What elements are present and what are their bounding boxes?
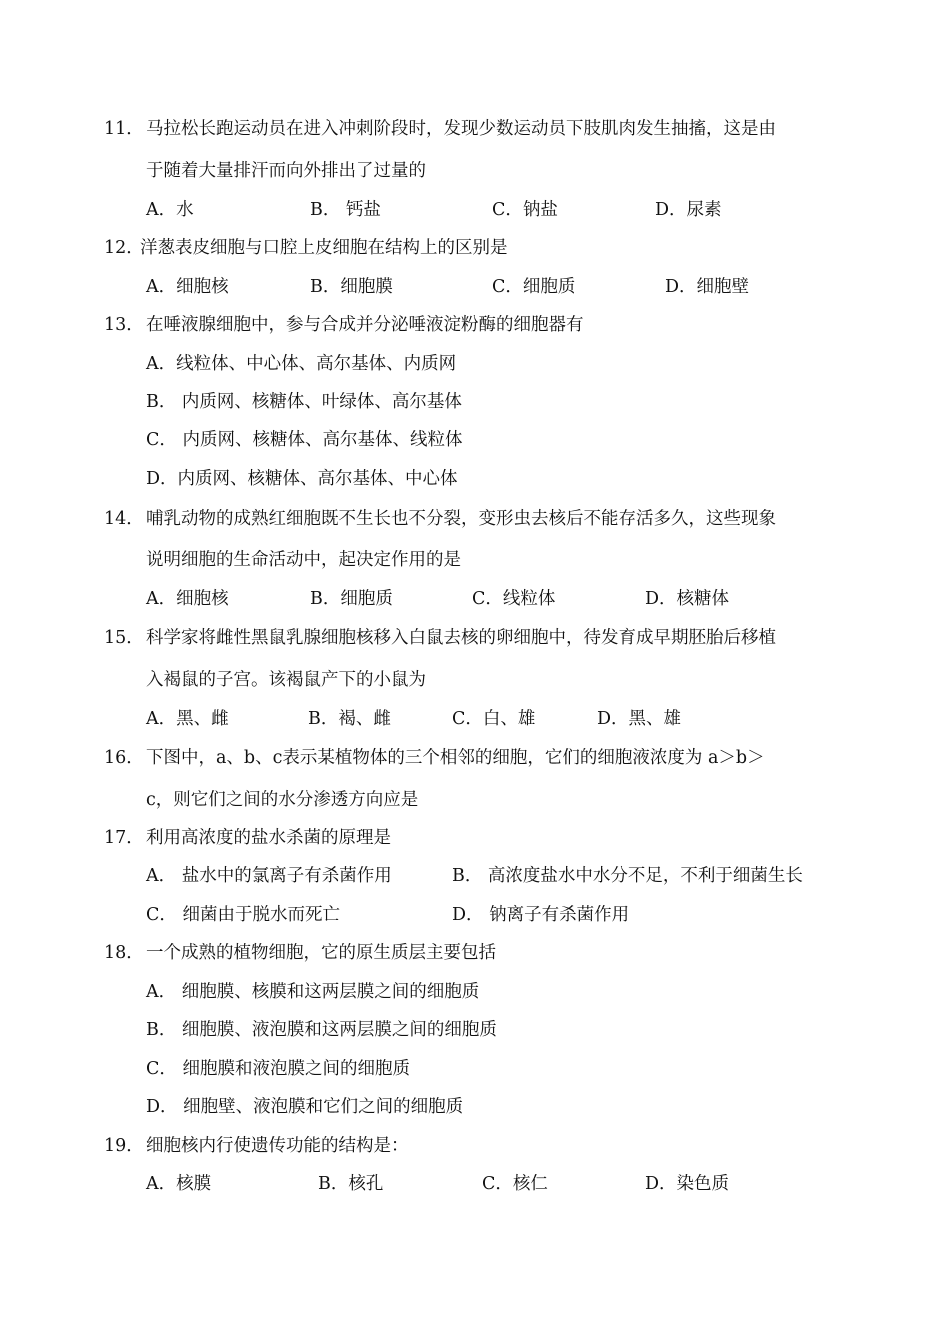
question-number: 11． <box>104 119 144 139</box>
question-stem: 马拉松长跑运动员在进入冲刺阶段时，发现少数运动员下肢肌肉发生抽搐，这是由 <box>146 119 776 139</box>
option-c: C．钠盐 <box>492 200 558 220</box>
option-d: D．细胞壁 <box>665 277 750 297</box>
question-stem-line: 于随着大量排汗而向外排出了过量的 <box>146 161 426 181</box>
option-a: A．水 <box>146 200 194 220</box>
question-stem: 细胞核内行使遗传功能的结构是： <box>146 1136 409 1156</box>
option-d: D． 钠离子有杀菌作用 <box>452 905 630 925</box>
question-stem: 哺乳动物的成熟红细胞既不生长也不分裂，变形虫去核后不能存活多久，这些现象 <box>146 509 776 529</box>
question-stem: 在唾液腺细胞中，参与合成并分泌唾液淀粉酶的细胞器有 <box>146 315 584 335</box>
option-d: D．染色质 <box>645 1174 730 1194</box>
option-b: B． 高浓度盐水中水分不足，不利于细菌生长 <box>452 866 803 886</box>
option-c: C．白、雄 <box>452 709 536 729</box>
question-stem: 洋葱表皮细胞与口腔上皮细胞在结构上的区别是 <box>140 238 508 258</box>
question-stem-line: 入褐鼠的子宫。该褐鼠产下的小鼠为 <box>146 670 426 690</box>
option-d: D．尿素 <box>655 200 722 220</box>
option-b: B． 细胞膜、液泡膜和这两层膜之间的细胞质 <box>146 1020 497 1040</box>
option-c: C． 细胞膜和液泡膜之间的细胞质 <box>146 1059 410 1079</box>
question-number: 18． <box>104 943 144 963</box>
option-b: B．细胞质 <box>310 589 393 609</box>
option-b: B．核孔 <box>318 1174 384 1194</box>
question-number: 16． <box>104 748 144 768</box>
question-stem: 一个成熟的植物细胞，它的原生质层主要包括 <box>146 943 496 963</box>
question-stem-line: c，则它们之间的水分渗透方向应是 <box>146 790 419 810</box>
question-number: 19． <box>104 1136 144 1156</box>
option-b: B．褐、雌 <box>308 709 391 729</box>
option-a: A．核膜 <box>146 1174 212 1194</box>
option-a: A．线粒体、中心体、高尔基体、内质网 <box>146 354 457 374</box>
option-c: C．细胞质 <box>492 277 576 297</box>
option-a: A． 盐水中的氯离子有杀菌作用 <box>146 866 392 886</box>
option-c: C．核仁 <box>482 1174 548 1194</box>
option-a: A．细胞核 <box>146 589 229 609</box>
option-b: B．细胞膜 <box>310 277 393 297</box>
option-b: B． 钙盐 <box>310 200 381 220</box>
option-d: D．核糖体 <box>645 589 730 609</box>
option-c: C． 细菌由于脱水而死亡 <box>146 905 340 925</box>
question-stem-line: 说明细胞的生命活动中，起决定作用的是 <box>146 550 461 570</box>
question-stem: 下图中，a、b、c表示某植物体的三个相邻的细胞，它们的细胞液浓度为 a＞b＞ <box>146 748 765 768</box>
question-number: 12． <box>104 238 144 258</box>
question-number: 15． <box>104 628 144 648</box>
option-b: B． 内质网、核糖体、叶绿体、高尔基体 <box>146 392 462 412</box>
question-stem: 科学家将雌性黑鼠乳腺细胞核移入白鼠去核的卵细胞中，待发育成早期胚胎后移植 <box>146 628 776 648</box>
question-number: 14． <box>104 509 144 529</box>
option-c: C．线粒体 <box>472 589 556 609</box>
option-d: D． 细胞壁、液泡膜和它们之间的细胞质 <box>146 1097 464 1117</box>
option-a: A．黑、雌 <box>146 709 229 729</box>
question-stem: 利用高浓度的盐水杀菌的原理是 <box>146 828 391 848</box>
option-a: A．细胞核 <box>146 277 229 297</box>
option-d: D．内质网、核糖体、高尔基体、中心体 <box>146 469 458 489</box>
option-d: D．黑、雄 <box>597 709 682 729</box>
question-number: 13． <box>104 315 144 335</box>
option-c: C． 内质网、核糖体、高尔基体、线粒体 <box>146 430 463 450</box>
option-a: A． 细胞膜、核膜和这两层膜之间的细胞质 <box>146 982 480 1002</box>
question-number: 17． <box>104 828 144 848</box>
